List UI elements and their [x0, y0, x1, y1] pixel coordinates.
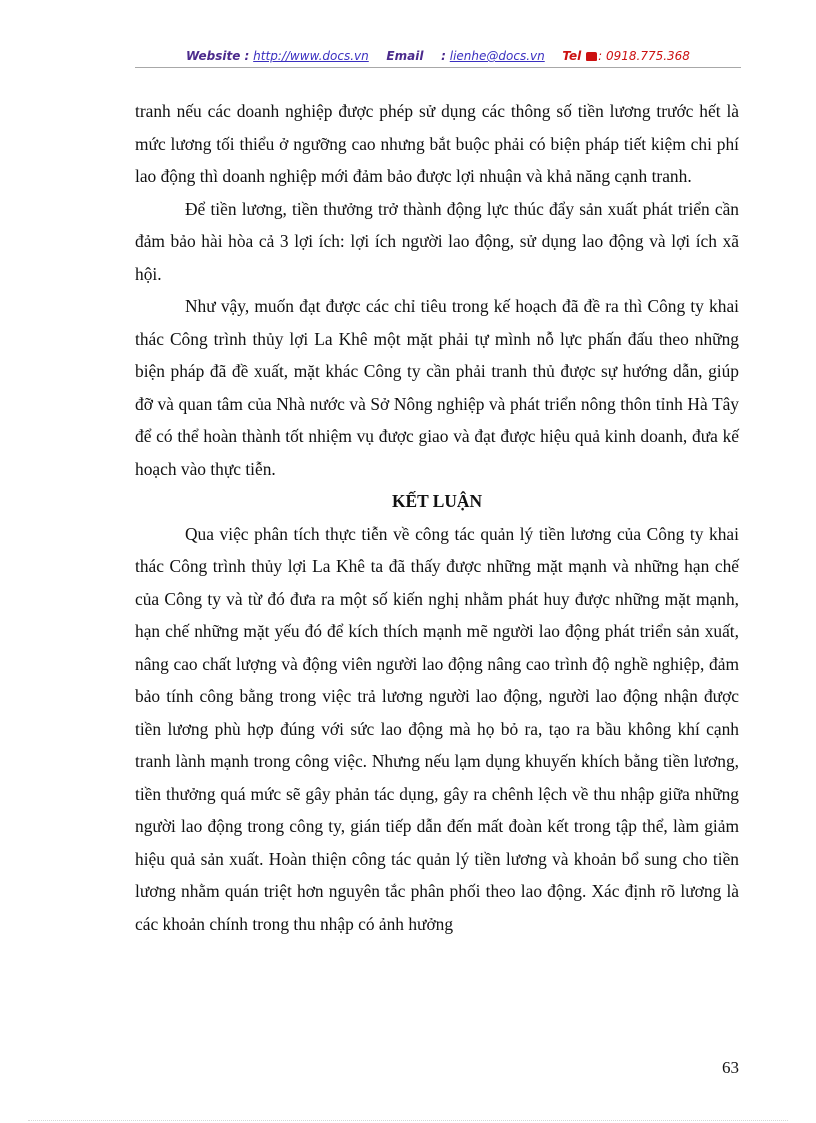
telephone-icon [586, 52, 597, 61]
page-number: 63 [722, 1058, 739, 1077]
header-divider [135, 67, 741, 68]
paragraph-4: Qua việc phân tích thực tiễn về công tác quản lý tiền lương của Công ty khai thác Công trình thủy lợi La Khê ta đã thấy được những mặt mạnh và những hạn chế của Công ty và từ đó đưa ra một số kiến nghị nhằm phát huy được những mặt mạnh, hạn chế những mặt yếu đó để kích thích mạnh mẽ người lao động phát triển sản xuất, nâng cao chất lượng và động viên người lao động nâng cao trình độ nghề nghiệp, đảm bảo tính công bằng trong việc trả lương người lao động, người lao động nhận được tiền lương phù hợp đúng với sức lao động mà họ bỏ ra, tạo ra bầu không khí cạnh tranh lành mạnh trong công việc. Nhưng nếu lạm dụng khuyến khích bằng tiền lương, tiền thưởng quá mức sẽ gây phản tác dụng, gây ra chênh lệch về thu nhập giữa những người lao động trong công ty, gián tiếp dẫn đến mất đoàn kết trong tập thể, làm giảm hiệu quả sản xuất. Hoàn thiện công tác quản lý tiền lương và khoản bổ sung cho tiền lương nhằm quán triệt hơn nguyên tắc phân phối theo lao động. Xác định rõ lương là các khoản chính trong thu nhập có ảnh hưởng [135, 523, 739, 934]
page-bottom-divider [28, 1120, 788, 1121]
email-separator: : [441, 49, 446, 63]
website-link[interactable]: http://www.docs.vn [253, 49, 369, 63]
phone-number: : 0918.775.368 [598, 49, 690, 63]
paragraph-2: Để tiền lương, tiền thưởng trở thành động lực thúc đẩy sản xuất phát triển cần đảm bảo hài hòa cả 3 lợi ích: lợi ích người lao động, sử dụng lao động và lợi ích xã hội. [135, 198, 739, 284]
page-header [135, 46, 741, 66]
section-heading: KẾT LUẬN [391, 491, 483, 511]
paragraph-3: Như vậy, muốn đạt được các chỉ tiêu trong kế hoạch đã đề ra thì Công ty khai thác Công trình thủy lợi La Khê một mặt phải tự mình nỗ lực phấn đấu theo những biện pháp đã đề xuất, mặt khác Công ty cần phải tranh thủ được sự hướng dẫn, giúp đỡ và quan tâm của Nhà nước và Sở Nông nghiệp và phát triển nông thôn tỉnh Hà Tây để có thể hoàn thành tốt nhiệm vụ được giao và đạt được hiệu quả kinh doanh, đưa kế hoạch vào thực tiễn. [135, 296, 739, 479]
email-label: Email [386, 49, 424, 63]
paragraph-1: tranh nếu các doanh nghiệp được phép sử dụng các thông số tiền lương trước hết là mức lương tối thiểu ở ngưỡng cao nhưng bắt buộc phải có biện pháp tiết kiệm chi phí lao động thì doanh nghiệp mới đảm bảo được lợi nhuận và khả năng cạnh tranh. [135, 101, 739, 186]
page-body [135, 95, 739, 940]
email-link[interactable]: lienhe@docs.vn [449, 49, 545, 63]
tel-label: Tel [562, 49, 582, 63]
website-label: Website : [186, 49, 250, 63]
